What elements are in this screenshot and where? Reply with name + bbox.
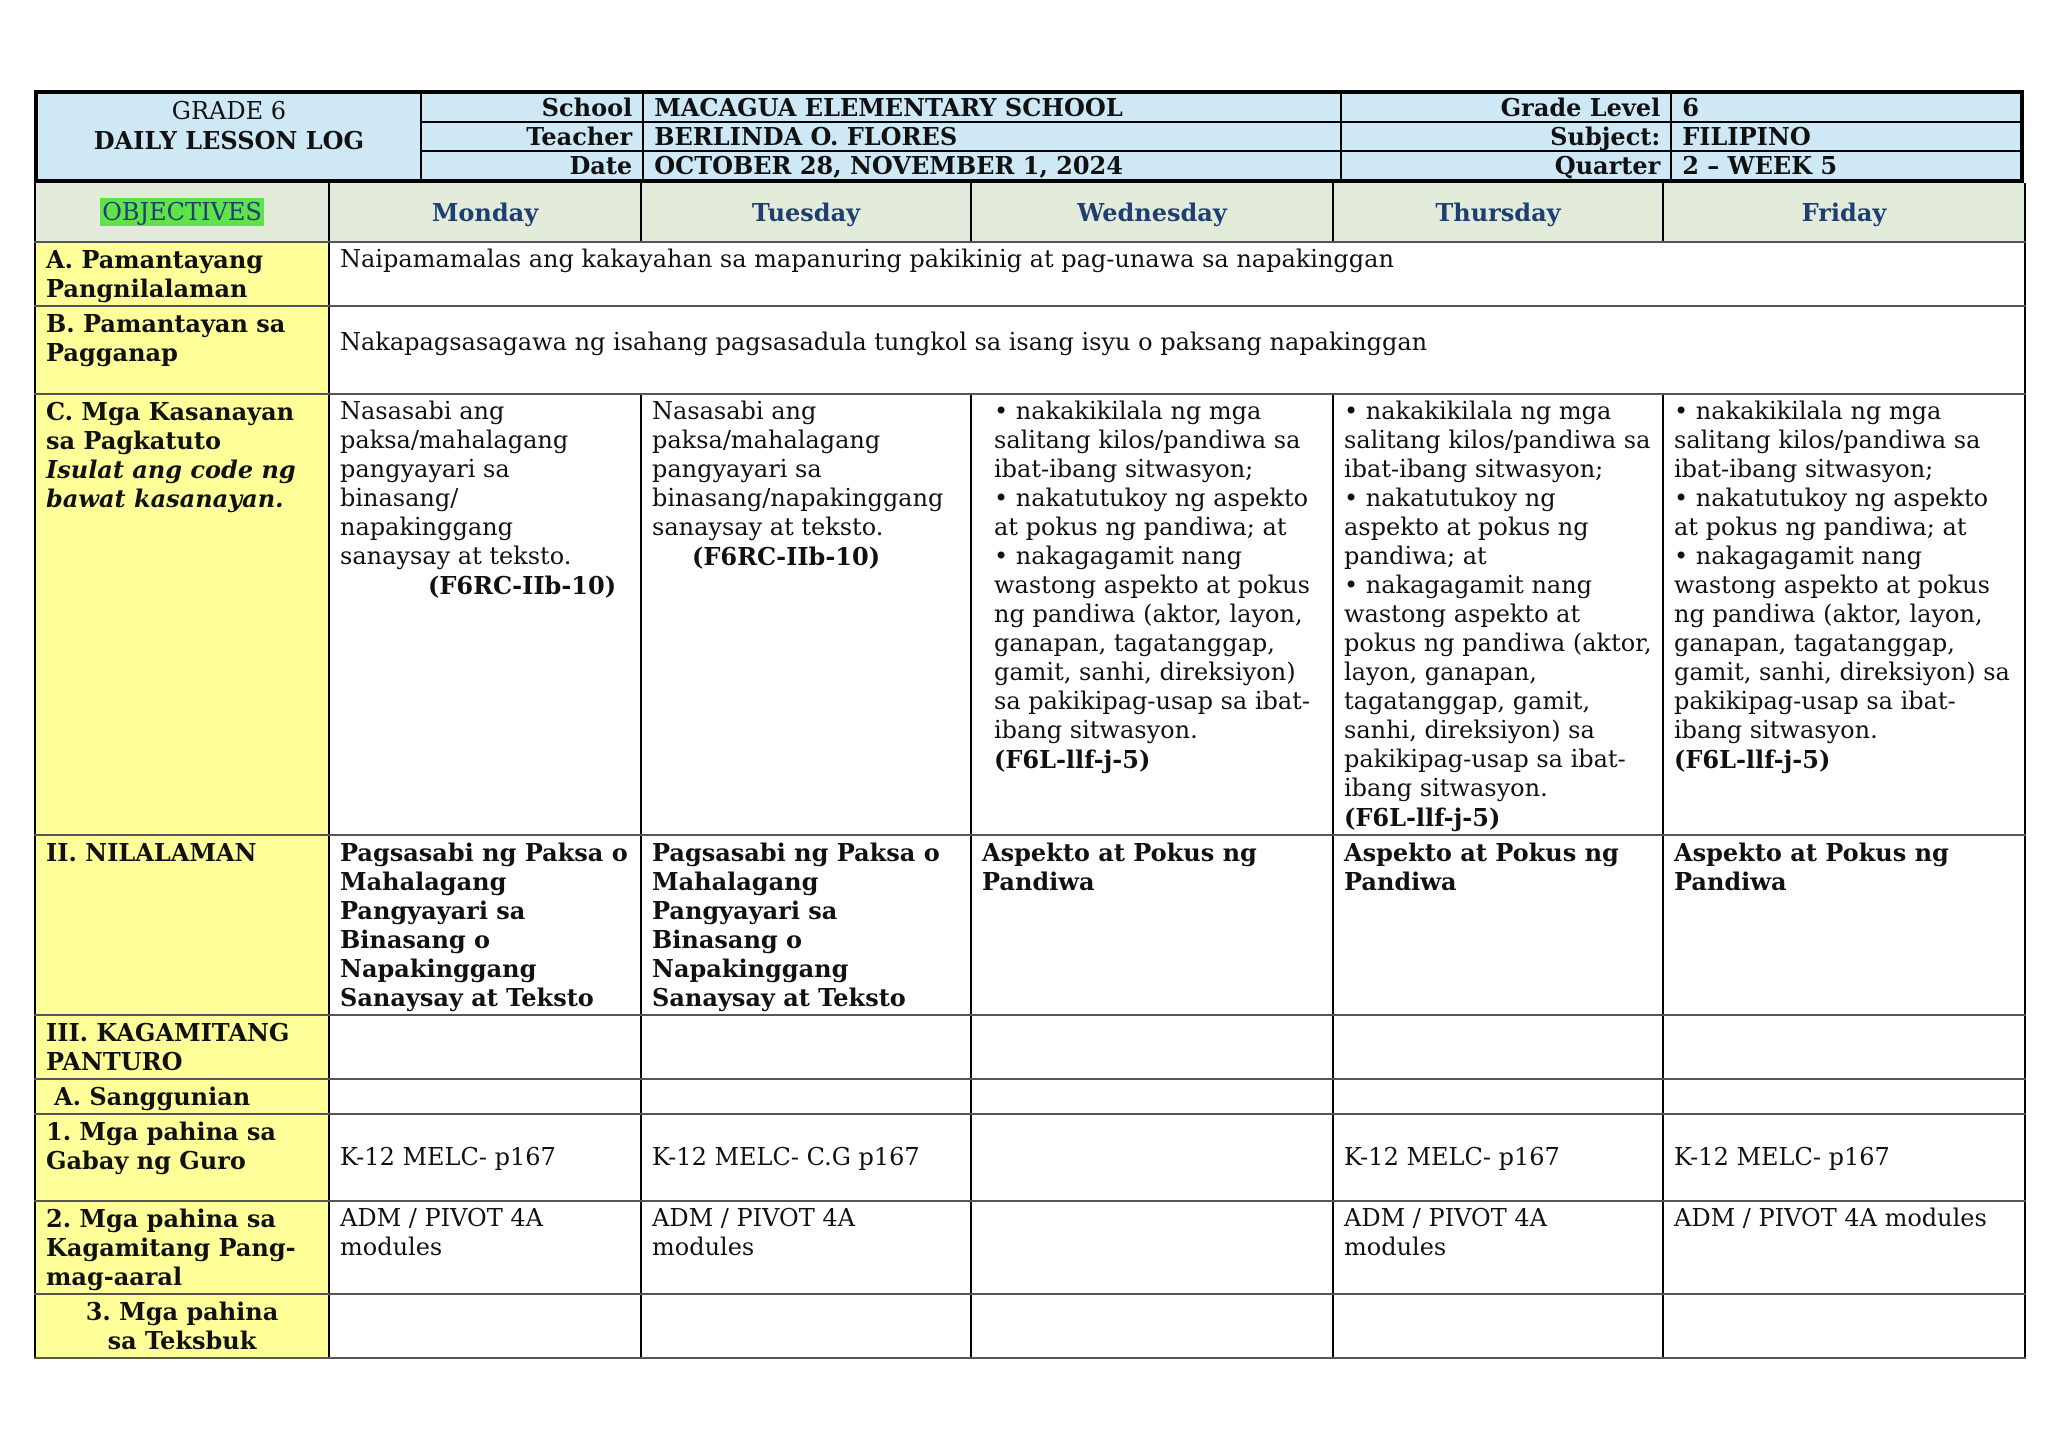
r3-wednesday — [971, 1294, 1333, 1358]
row-ii-label: II. NILALAMAN — [35, 835, 329, 1015]
iii-thursday — [1333, 1015, 1663, 1079]
row-nilalaman — [35, 835, 2025, 1015]
c-friday-bullet-3: • nakagagamit nang wastong aspekto at pokus ng pandiwa (aktor, layon, ganapan, tagatanggap, gamit, sanhi, direksiyon) sa pakikipag-usap sa ibat-ibang sitwasyon. — [1674, 542, 2010, 744]
grade-title: GRADE 6 — [171, 97, 286, 125]
r1-thursday: K-12 MELC- p167 — [1333, 1114, 1663, 1201]
c-thursday-code: (F6L-llf-j-5) — [1344, 803, 1501, 832]
row-b-text: Nakapagsasagawa ng isahang pagsasadula tungkol sa isang isyu o paksang napakinggan — [329, 306, 2025, 394]
r1-wednesday — [971, 1114, 1333, 1201]
row-3-label: 3. Mga pahina sa Teksbuk — [35, 1294, 329, 1358]
r3-monday — [329, 1294, 641, 1358]
school-value: MACAGUA ELEMENTARY SCHOOL — [643, 92, 1340, 122]
c-thursday-bullet-2: • nakatutukoy ng aspekto at pokus ng pandiwa; at — [1344, 484, 1589, 570]
row-kagamitang-pang-mag-aaral — [35, 1201, 2025, 1294]
sang-thursday — [1333, 1079, 1663, 1114]
r2-monday: ADM / PIVOT 4A modules — [329, 1201, 641, 1294]
c-wednesday-bullet-1: • nakakikilala ng mga salitang kilos/pandiwa sa ibat-ibang sitwasyon; — [994, 397, 1301, 483]
friday-header: Friday — [1663, 183, 2025, 242]
sang-wednesday — [971, 1079, 1333, 1114]
r1-friday: K-12 MELC- p167 — [1663, 1114, 2025, 1201]
row-teksbuk — [35, 1294, 2025, 1358]
r2-friday: ADM / PIVOT 4A modules — [1663, 1201, 2025, 1294]
r3-thursday — [1333, 1294, 1663, 1358]
iii-friday — [1663, 1015, 2025, 1079]
row-c-label-italic: Isulat ang code ng bawat kasanayan. — [46, 455, 296, 513]
c-monday — [329, 394, 641, 835]
row-a-label: A. Pamantayang Pangnilalaman — [35, 242, 329, 306]
c-friday-code: (F6L-llf-j-5) — [1674, 745, 1831, 774]
row-sanggunian — [35, 1079, 2025, 1114]
iii-wednesday — [971, 1015, 1333, 1079]
objectives-header — [35, 183, 329, 242]
column-header-row — [35, 183, 2025, 242]
row-pamantayan-sa-pagganap — [35, 306, 2025, 394]
lesson-table — [34, 183, 2026, 1359]
row-c-label: C. Mga Kasanayan sa Pagkatuto — [46, 397, 295, 455]
objectives-label: OBJECTIVES — [102, 197, 262, 226]
row-pamantayang-pangnilalaman — [35, 242, 2025, 306]
c-thursday-bullet-1: • nakakikilala ng mga salitang kilos/pandiwa sa ibat-ibang sitwasyon; — [1344, 397, 1651, 483]
row-gabay-ng-guro — [35, 1114, 2025, 1201]
r3-friday — [1663, 1294, 2025, 1358]
r2-wednesday — [971, 1201, 1333, 1294]
c-thursday-bullet-3: • nakagagamit nang wastong aspekto at pokus ng pandiwa (aktor, layon, ganapan, tagatanggap, gamit, sanhi, direksiyon) sa pakikipag-usap sa ibat-ibang sitwasyon. — [1344, 571, 1652, 802]
r1-tuesday: K-12 MELC- C.G p167 — [641, 1114, 971, 1201]
sang-friday — [1663, 1079, 2025, 1114]
teacher-label: Teacher — [421, 122, 643, 151]
school-label: School — [421, 92, 643, 122]
row-b-label: B. Pamantayan sa Pagganap — [35, 306, 329, 394]
sang-monday — [329, 1079, 641, 1114]
c-thursday — [1333, 394, 1663, 835]
header-title-cell — [36, 92, 421, 181]
c-friday — [1663, 394, 2025, 835]
lesson-log-page — [34, 90, 2024, 1359]
sang-tuesday — [641, 1079, 971, 1114]
date-value: OCTOBER 28, NOVEMBER 1, 2024 — [643, 151, 1340, 181]
ii-thursday: Aspekto at Pokus ng Pandiwa — [1333, 835, 1663, 1015]
log-title: DAILY LESSON LOG — [93, 126, 365, 155]
r2-thursday: ADM / PIVOT 4A modules — [1333, 1201, 1663, 1294]
header-table — [34, 90, 2024, 183]
wednesday-header: Wednesday — [971, 183, 1333, 242]
ii-friday: Aspekto at Pokus ng Pandiwa — [1663, 835, 2025, 1015]
c-wednesday-bullet-2: • nakatutukoy ng aspekto at pokus ng pandiwa; at — [994, 484, 1309, 541]
r2-tuesday: ADM / PIVOT 4A modules — [641, 1201, 971, 1294]
quarter-label: Quarter — [1341, 151, 1672, 181]
c-wednesday-bullet-3: • nakagagamit nang wastong aspekto at pokus ng pandiwa (aktor, layon, ganapan, tagatanggap, gamit, sanhi, direksiyon) sa pakikipag-usap sa ibat-ibang sitwasyon. — [994, 542, 1310, 744]
thursday-header: Thursday — [1333, 183, 1663, 242]
c-friday-bullet-1: • nakakikilala ng mga salitang kilos/pandiwa sa ibat-ibang sitwasyon; — [1674, 397, 1981, 483]
grade-level-value: 6 — [1671, 92, 2022, 122]
subject-label: Subject: — [1341, 122, 1672, 151]
monday-header: Monday — [329, 183, 641, 242]
teacher-value: BERLINDA O. FLORES — [643, 122, 1340, 151]
row-a-text: Naipamamalas ang kakayahan sa mapanuring pakikinig at pag-unawa sa napakinggan — [329, 242, 2025, 306]
r3-tuesday — [641, 1294, 971, 1358]
c-wednesday — [971, 394, 1333, 835]
c-monday-code: (F6RC-IIb-10) — [428, 571, 617, 600]
c-friday-bullet-2: • nakatutukoy ng aspekto at pokus ng pandiwa; at — [1674, 484, 1989, 541]
row-iii-label: III. KAGAMITANG PANTURO — [35, 1015, 329, 1079]
c-tuesday — [641, 394, 971, 835]
row-2-label: 2. Mga pahina sa Kagamitang Pang-mag-aaral — [35, 1201, 329, 1294]
row-kasanayan — [35, 394, 2025, 835]
tuesday-header: Tuesday — [641, 183, 971, 242]
c-wednesday-code: (F6L-llf-j-5) — [994, 745, 1151, 774]
r1-monday: K-12 MELC- p167 — [329, 1114, 641, 1201]
grade-level-label: Grade Level — [1341, 92, 1672, 122]
date-label: Date — [421, 151, 643, 181]
row-kagamitang-panturo — [35, 1015, 2025, 1079]
row-1-label: 1. Mga pahina sa Gabay ng Guro — [35, 1114, 329, 1201]
ii-wednesday: Aspekto at Pokus ng Pandiwa — [971, 835, 1333, 1015]
ii-tuesday: Pagsasabi ng Paksa o Mahalagang Pangyayari sa Binasang o Napakinggang Sanaysay at Teksto — [641, 835, 971, 1015]
row-c-label-cell — [35, 394, 329, 835]
subject-value: FILIPINO — [1671, 122, 2022, 151]
ii-monday: Pagsasabi ng Paksa o Mahalagang Pangyayari sa Binasang o Napakinggang Sanaysay at Teksto — [329, 835, 641, 1015]
c-monday-text: Nasasabi ang paksa/mahalagang pangyayari sa binasang/ napakinggang sanaysay at teksto. — [340, 397, 572, 570]
quarter-value: 2 – WEEK 5 — [1671, 151, 2022, 181]
iii-monday — [329, 1015, 641, 1079]
iii-tuesday — [641, 1015, 971, 1079]
row-sanggunian-label: A. Sanggunian — [35, 1079, 329, 1114]
c-tuesday-text: Nasasabi ang paksa/mahalagang pangyayari sa binasang/napakinggang sanaysay at teksto. — [652, 397, 944, 541]
c-tuesday-code: (F6RC-IIb-10) — [692, 542, 881, 571]
